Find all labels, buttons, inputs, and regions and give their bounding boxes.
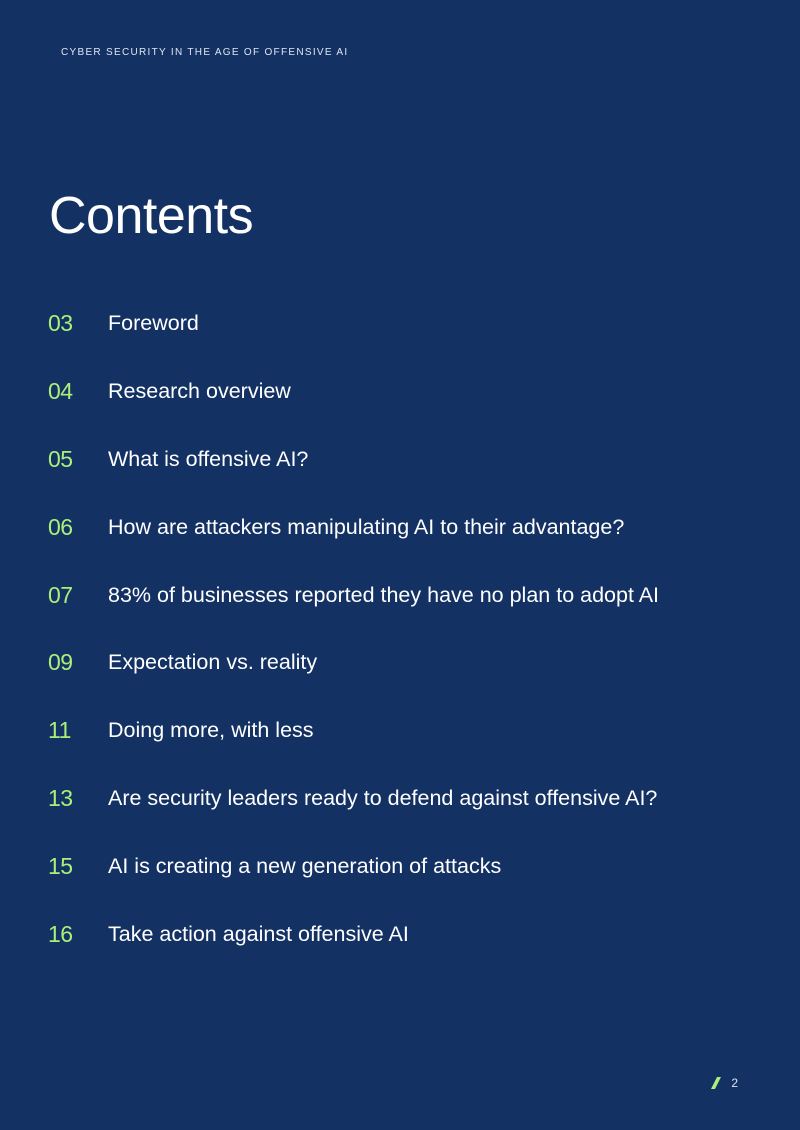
toc-label: Expectation vs. reality xyxy=(108,650,318,675)
running-header: CYBER SECURITY IN THE AGE OF OFFENSIVE AI xyxy=(61,47,349,58)
toc-label: AI is creating a new generation of attacks xyxy=(108,853,502,878)
table-of-contents xyxy=(48,290,768,968)
page-title: Contents xyxy=(49,187,254,245)
toc-item-new-generation-of-attacks[interactable] xyxy=(48,832,768,900)
page-footer xyxy=(711,1076,738,1090)
toc-page-number: 15 xyxy=(48,852,73,879)
toc-page-number: 05 xyxy=(48,445,73,472)
toc-page-number: 03 xyxy=(48,310,73,337)
toc-page-number: 16 xyxy=(48,920,73,947)
toc-label: Are security leaders ready to defend against offensive AI? xyxy=(108,785,658,810)
toc-page-number: 11 xyxy=(48,717,71,744)
toc-item-doing-more-with-less[interactable] xyxy=(48,697,768,765)
toc-page-number: 09 xyxy=(48,649,73,676)
toc-label: Doing more, with less xyxy=(108,718,314,743)
toc-item-what-is-offensive-ai[interactable] xyxy=(48,426,768,494)
toc-item-no-plan-to-adopt-ai[interactable] xyxy=(48,561,768,629)
toc-page-number: 04 xyxy=(48,378,73,405)
page-number: 2 xyxy=(731,1076,738,1090)
toc-label: Research overview xyxy=(108,379,291,404)
toc-label: 83% of businesses reported they have no plan to adopt AI xyxy=(108,582,660,607)
toc-page-number: 07 xyxy=(48,581,73,608)
slash-icon xyxy=(711,1077,721,1089)
toc-item-research-overview[interactable] xyxy=(48,358,768,426)
toc-item-take-action[interactable] xyxy=(48,900,768,968)
toc-page-number: 06 xyxy=(48,513,73,540)
toc-label: Take action against offensive AI xyxy=(108,921,409,946)
toc-label: How are attackers manipulating AI to their advantage? xyxy=(108,514,625,539)
toc-page-number: 13 xyxy=(48,784,73,811)
toc-item-expectation-vs-reality[interactable] xyxy=(48,629,768,697)
toc-label: Foreword xyxy=(108,311,199,336)
toc-item-foreword[interactable] xyxy=(48,290,768,358)
toc-label: What is offensive AI? xyxy=(108,446,309,471)
toc-item-attackers-manipulating-ai[interactable] xyxy=(48,493,768,561)
toc-item-security-leaders-ready[interactable] xyxy=(48,765,768,833)
